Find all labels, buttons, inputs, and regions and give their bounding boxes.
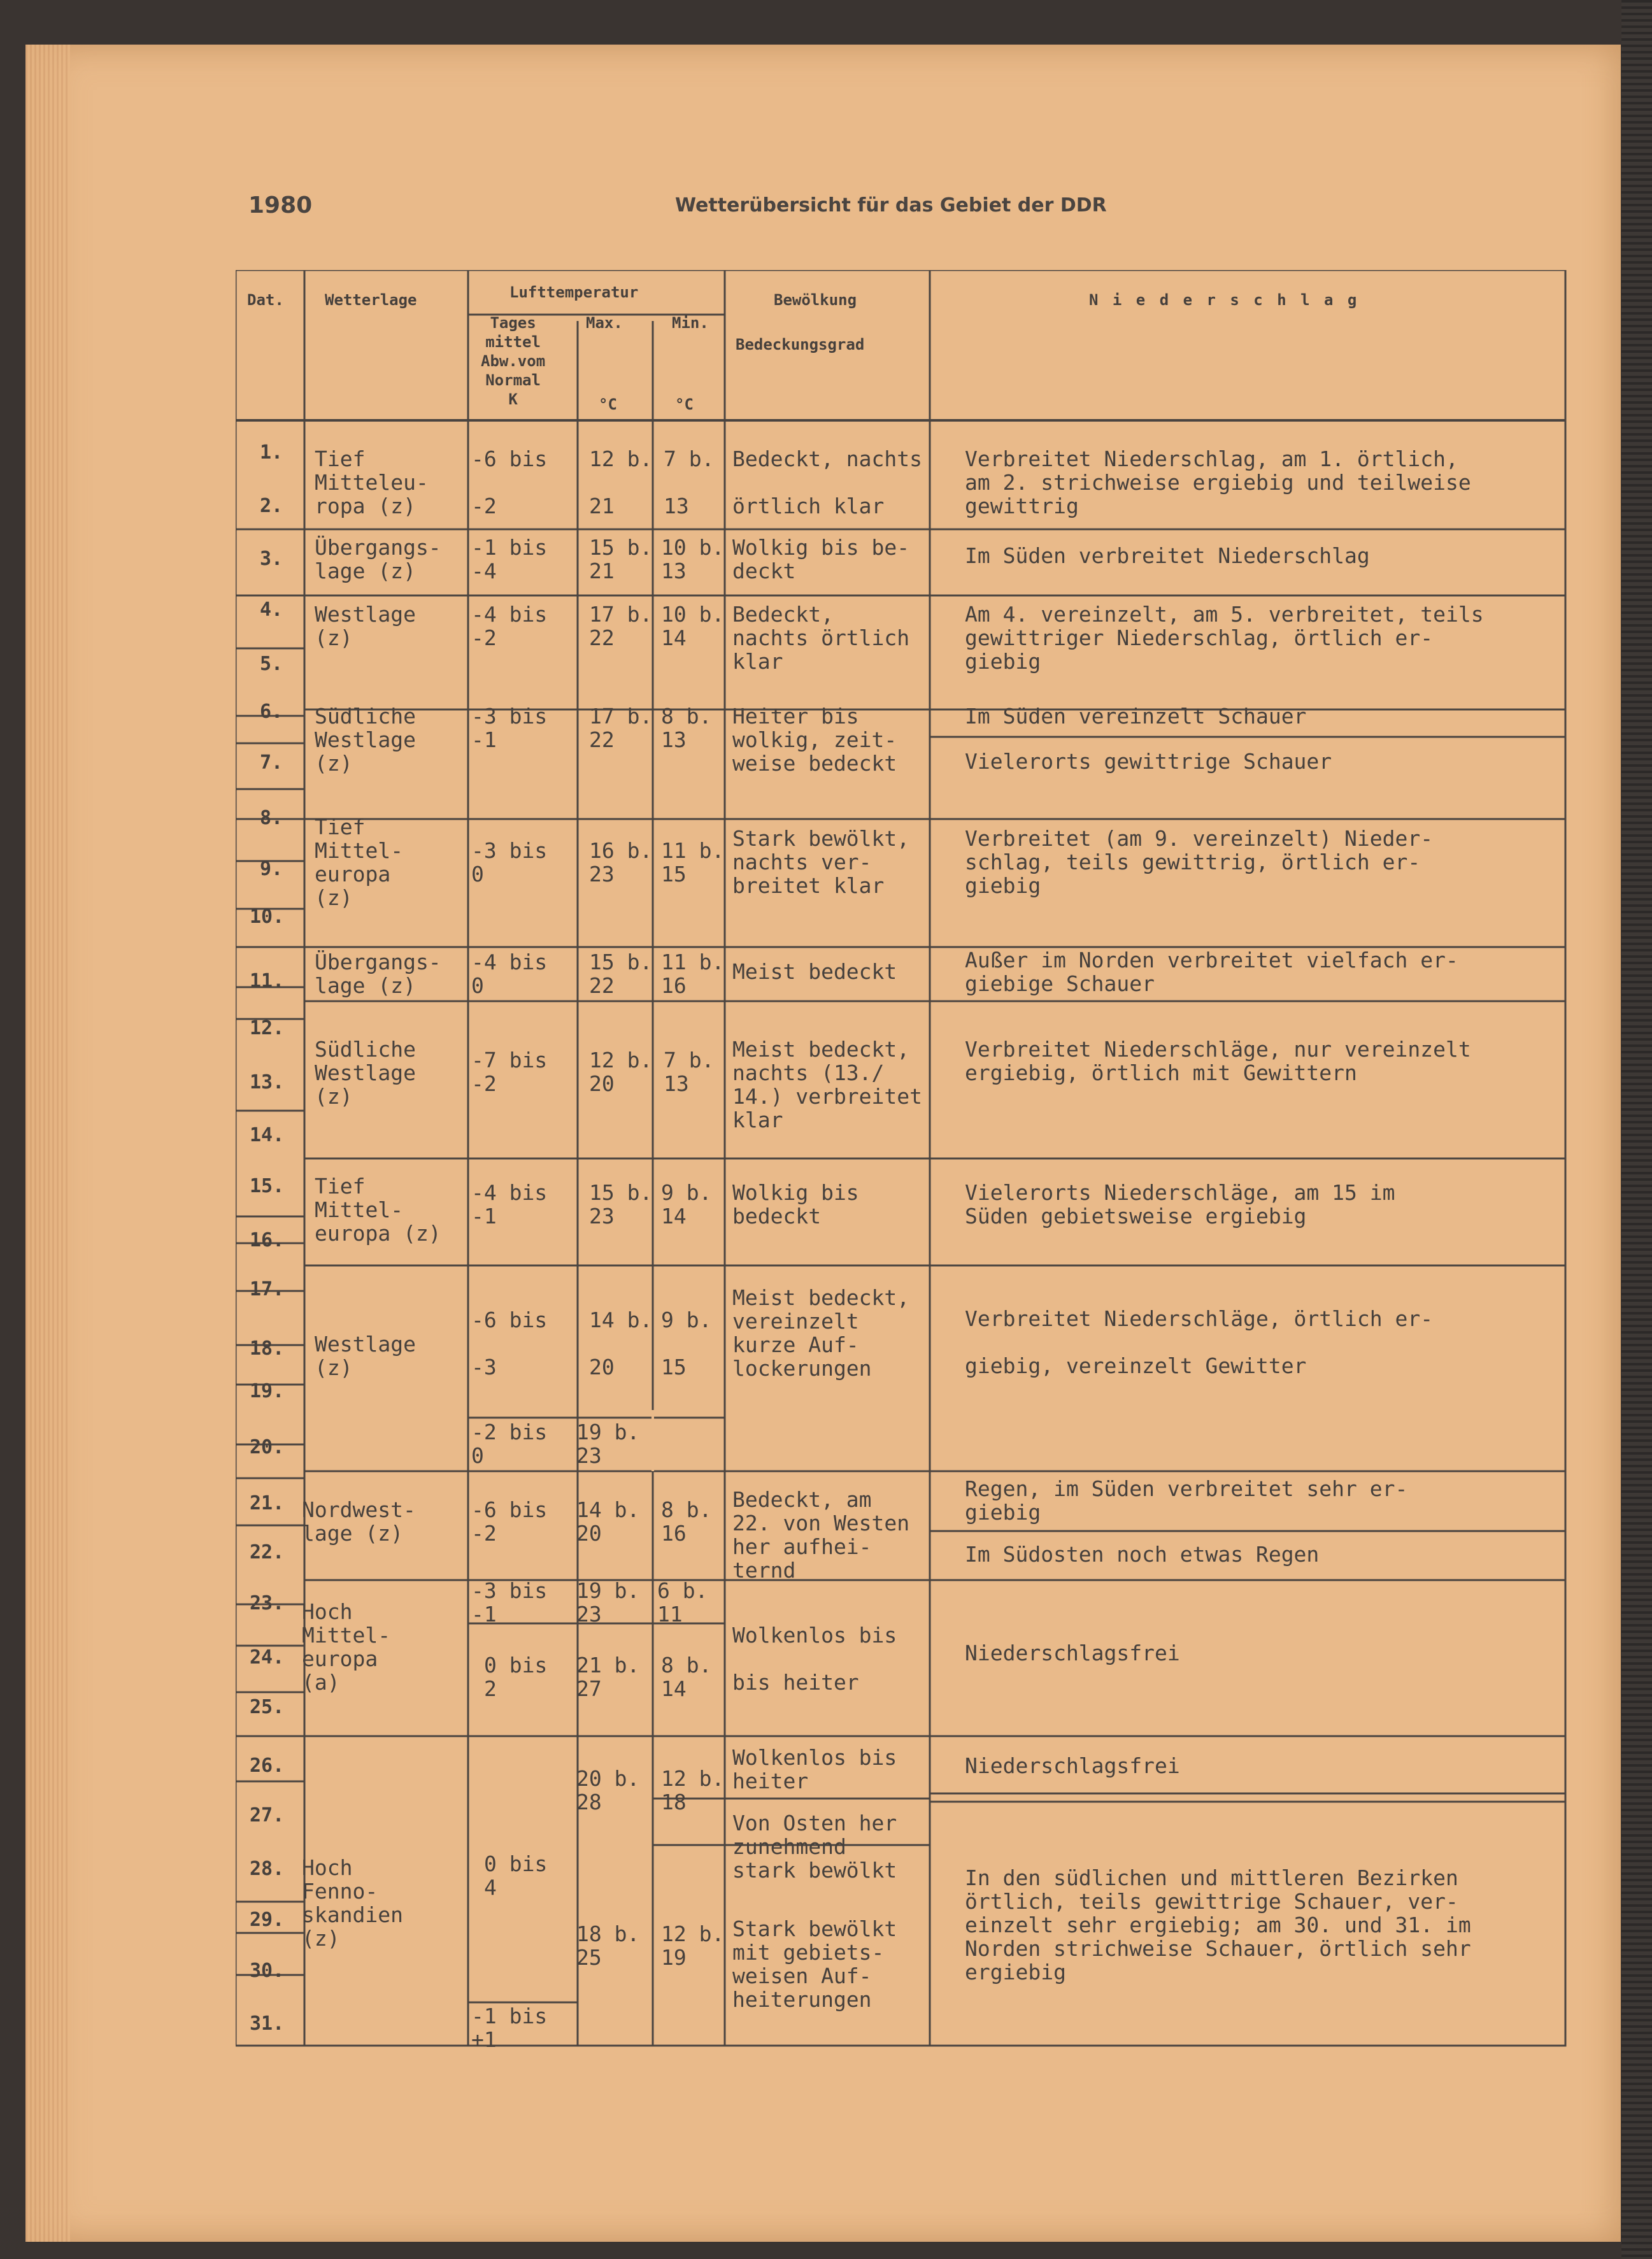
header-min: Min. (672, 314, 709, 332)
temp-cell: -1 bis -4 (471, 535, 548, 583)
date-cell: 13. (250, 1071, 285, 1094)
date-cell: 28. (250, 1858, 285, 1880)
header-min-unit: °C (675, 396, 694, 413)
min-cell: 8 b. 16 (661, 1497, 712, 1546)
date-cell: 21. (250, 1492, 285, 1514)
temp-cell: -4 bis -1 (471, 1180, 548, 1229)
header-clouds: Bewölkung (774, 291, 857, 309)
max-cell: 18 b. 25 (576, 1921, 640, 1970)
header-date: Dat. (247, 291, 284, 309)
date-cell: 22. (250, 1541, 285, 1564)
weather-cell: Südliche Westlage (z) (315, 704, 416, 776)
min-cell: 9 b. 15 (661, 1308, 712, 1379)
weather-cell: Tief Mitteleu- ropa (z) (315, 446, 429, 518)
temp-cell: -3 bis -1 (471, 704, 548, 752)
cloud-cell: Meist bedeckt, vereinzelt kurze Auf- lockerungen (732, 1285, 910, 1381)
date-cell: 3. (260, 548, 283, 570)
date-cell: 12. (250, 1017, 285, 1039)
header-weather: Wetterlage (325, 291, 417, 309)
temp-cell: 0 bis 2 (484, 1653, 548, 1701)
weather-cell: Westlage (z) (315, 602, 416, 650)
header-cloudcover: Bedeckungsgrad (736, 336, 865, 353)
temp-cell: -4 bis -2 (471, 602, 548, 650)
max-cell: 16 b. 23 (589, 838, 653, 887)
date-cell: 17. (250, 1278, 285, 1301)
max-cell: 14 b. 20 (589, 1308, 653, 1379)
min-cell: 10 b. 13 (661, 535, 725, 583)
weather-cell: Übergangs- lage (z) (315, 535, 441, 583)
temp-cell: -7 bis -2 (471, 1048, 548, 1096)
cloud-cell: Bedeckt, nachts örtlich klar (732, 602, 910, 674)
max-cell: 21 b. 27 (576, 1653, 640, 1701)
weather-cell: Südliche Westlage (z) (315, 1037, 416, 1109)
temp-cell: -6 bis -2 (471, 446, 548, 518)
precip-cell: Verbreitet Niederschlag, am 1. örtlich, am 2. strichweise ergiebig und teilweise gewittrig (965, 446, 1471, 518)
temp-cell: -3 bis 0 (471, 838, 548, 887)
cloud-cell: Heiter bis wolkig, zeit- weise bedeckt (732, 704, 897, 776)
precip-cell: Im Süden vereinzelt Schauer (965, 704, 1307, 729)
date-cell: 10. (250, 906, 285, 928)
max-cell: 20 b. 28 (576, 1766, 640, 1814)
min-cell: 11 b. 15 (661, 838, 725, 887)
precip-cell: Niederschlagsfrei (965, 1753, 1180, 1778)
min-cell: 8 b. 14 (661, 1653, 712, 1701)
max-cell: 12 b. 21 (589, 446, 653, 518)
date-cell: 5. (260, 653, 283, 675)
min-cell: 12 b. 18 (661, 1766, 725, 1814)
min-cell: 11 b. 16 (661, 950, 725, 998)
precip-cell: Niederschlagsfrei (965, 1641, 1180, 1665)
date-cell: 27. (250, 1804, 285, 1827)
date-cell: 4. (260, 599, 283, 621)
date-cell: 30. (250, 1960, 285, 1982)
temp-cell: -6 bis -3 (471, 1308, 548, 1379)
cloud-cell: Meist bedeckt, nachts (13./ 14.) verbreitet klar (732, 1037, 923, 1132)
precip-cell: Am 4. vereinzelt, am 5. verbreitet, teils gewittriger Niederschlag, örtlich er- giebig (965, 602, 1484, 674)
date-cell: 8. (260, 807, 283, 829)
max-cell: 15 b. 22 (589, 950, 653, 998)
weather-cell: Übergangs- lage (z) (315, 950, 441, 998)
cloud-cell: Stark bewölkt mit gebiets- weisen Auf- heiterungen (732, 1916, 897, 2012)
temp-cell: -4 bis 0 (471, 950, 548, 998)
page-stack-edge (25, 45, 70, 2242)
precip-cell: Verbreitet Niederschläge, nur vereinzelt ergiebig, örtlich mit Gewittern (965, 1037, 1471, 1085)
cloud-cell: Wolkig bis bedeckt (732, 1180, 859, 1229)
cloud-cell: Wolkenlos bis heiter (732, 1745, 897, 1793)
cloud-cell: Bedeckt, nachts örtlich klar (732, 446, 923, 518)
max-cell: 12 b. 20 (589, 1048, 653, 1096)
date-cell: 1. (260, 441, 283, 464)
date-cell: 20. (250, 1436, 285, 1458)
date-cell: 14. (250, 1124, 285, 1146)
weather-cell: Hoch Fenno- skandien (z) (302, 1855, 403, 1951)
max-cell: 17 b. 22 (589, 602, 653, 650)
date-cell: 9. (260, 858, 283, 880)
cloud-cell: Bedeckt, am 22. von Westen her aufhei- ternd (732, 1487, 910, 1583)
precip-cell: Im Südosten noch etwas Regen (965, 1542, 1320, 1567)
header-precip: N i e d e r s c h l a g (1089, 291, 1360, 309)
date-cell: 24. (250, 1646, 285, 1669)
date-cell: 2. (260, 495, 283, 517)
max-cell: 15 b. 21 (589, 535, 653, 583)
min-cell: 9 b. 14 (661, 1180, 712, 1229)
max-cell: 15 b. 23 (589, 1180, 653, 1229)
weather-cell: Nordwest- lage (z) (302, 1497, 416, 1546)
date-cell: 29. (250, 1909, 285, 1931)
date-cell: 6. (260, 701, 283, 723)
min-cell: 7 b. 13 (664, 446, 715, 518)
date-cell: 23. (250, 1592, 285, 1614)
date-cell: 7. (260, 752, 283, 774)
date-cell: 16. (250, 1229, 285, 1251)
cloud-cell: Stark bewölkt, nachts ver- breitet klar (732, 826, 910, 898)
max-cell: 17 b. 22 (589, 704, 653, 752)
header-daymean: Tages mittel Abw.vom Normal K (481, 314, 546, 408)
weather-table (236, 270, 1567, 2052)
precip-cell: Im Süden verbreitet Niederschlag (965, 543, 1370, 568)
precip-cell: Außer im Norden verbreitet vielfach er- giebige Schauer (965, 948, 1458, 996)
precip-cell: Verbreitet Niederschläge, örtlich er- giebig, vereinzelt Gewitter (965, 1306, 1434, 1378)
min-cell: 10 b. 14 (661, 602, 725, 650)
date-cell: 19. (250, 1380, 285, 1402)
weather-cell: Westlage (z) (315, 1332, 416, 1380)
cloud-cell: Wolkig bis be- deckt (732, 535, 910, 583)
temp-cell: -1 bis +1 (471, 2004, 548, 2052)
precip-cell: Vielerorts gewittrige Schauer (965, 749, 1332, 774)
temp-cell: -6 bis -2 (471, 1497, 548, 1546)
date-cell: 18. (250, 1337, 285, 1360)
date-cell: 25. (250, 1696, 285, 1718)
cloud-cell: Meist bedeckt (732, 959, 897, 984)
max-cell: 19 b. 23 (576, 1578, 640, 1627)
book-binding (1621, 0, 1652, 2259)
precip-cell: Regen, im Süden verbreitet sehr er- giebig (965, 1476, 1408, 1525)
min-cell: 8 b. 13 (661, 704, 712, 752)
temp-cell: -2 bis 0 (471, 1420, 548, 1468)
page-title: Wetterübersicht für das Gebiet der DDR (675, 194, 1107, 217)
date-cell: 11. (250, 970, 285, 992)
weather-cell: Tief Mittel- europa (z) (315, 815, 404, 910)
min-cell: 12 b. 19 (661, 1921, 725, 1970)
weather-cell: Hoch Mittel- europa (a) (302, 1599, 391, 1695)
cloud-cell: Wolkenlos bis bis heiter (732, 1623, 897, 1695)
precip-cell: Verbreitet (am 9. vereinzelt) Nieder- schlag, teils gewittrig, örtlich er- giebig (965, 826, 1434, 898)
weather-cell: Tief Mittel- europa (z) (315, 1174, 441, 1246)
precip-cell: Vielerorts Niederschläge, am 15 im Süden gebietsweise ergiebig (965, 1180, 1395, 1229)
date-cell: 31. (250, 2013, 285, 2035)
temp-cell: 0 bis 4 (484, 1851, 548, 1900)
max-cell: 14 b. 20 (576, 1497, 640, 1546)
header-max: Max. (586, 314, 623, 332)
page-number: 1980 (248, 192, 313, 218)
precip-cell: In den südlichen und mittleren Bezirken örtlich, teils gewittrige Schauer, ver- einzelt sehr ergiebig; am 30. und 31. im Norden strichweise Schauer, örtlich sehr ergiebig (965, 1865, 1471, 1985)
header-airtemp: Lufttemperatur (509, 283, 639, 301)
header-max-unit: °C (599, 396, 617, 413)
cloud-cell: Von Osten her zunehmend stark bewölkt (732, 1811, 897, 1883)
max-cell: 19 b. 23 (576, 1420, 640, 1468)
date-cell: 26. (250, 1755, 285, 1777)
date-cell: 15. (250, 1175, 285, 1197)
min-cell: 6 b. 11 (657, 1578, 708, 1627)
min-cell: 7 b. 13 (664, 1048, 715, 1096)
temp-cell: -3 bis -1 (471, 1578, 548, 1627)
